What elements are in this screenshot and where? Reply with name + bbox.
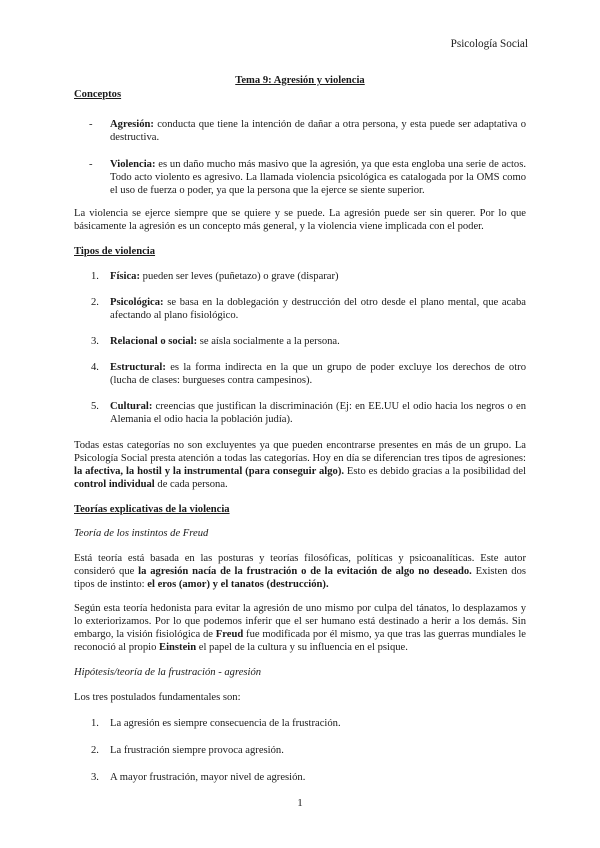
bold-text: control individual — [74, 479, 155, 490]
bold-text: el eros (amor) y el tanatos (destrucción). — [147, 579, 329, 590]
paragraph-text: de cada persona. — [154, 479, 228, 490]
list-text: A mayor frustración, mayor nivel de agresión. — [110, 772, 306, 783]
document-title: Tema 9: Agresión y violencia — [235, 75, 365, 86]
definition-text: creencias que justifican la discriminación (Ej: en EE.UU el odio hacia los negros o en Alemania el odio hacia la población judía). — [110, 401, 526, 425]
list-item — [74, 400, 526, 426]
paragraph: Los tres postulados fundamentales son: — [74, 692, 241, 703]
term-label: Violencia: — [110, 159, 156, 170]
list-item — [74, 744, 526, 757]
term-label: Física: — [110, 271, 141, 282]
section-heading-tipos: Tipos de violencia — [74, 246, 156, 257]
list-item — [74, 771, 526, 784]
list-item — [74, 717, 526, 730]
paragraph-text: Está teoría está basada en las posturas y teorías filosóficas, políticas y psicoanalíticas. Este autor consideró que — [74, 553, 526, 577]
list-number: 1. — [91, 271, 99, 282]
list-number: 2. — [91, 745, 99, 756]
term-label: Psicológica: — [110, 297, 164, 308]
page-header: Psicología Social — [450, 38, 528, 50]
definition-text: se basa en la doblegación y destrucción del otro desde el plano mental, que acaba afectando al plano fisiológico. — [110, 297, 526, 321]
term-label: Cultural: — [110, 401, 153, 412]
list-text: La frustración siempre provoca agresión. — [110, 745, 284, 756]
list-item — [74, 118, 526, 144]
paragraph-text: Existen dos tipos de instinto: — [74, 566, 527, 590]
section-heading-teorias: Teorías explicativas de la violencia — [74, 504, 230, 515]
definition-text: conducta que tiene la intención de dañar a otra persona, y esta puede ser adaptativa o destructiva. — [110, 119, 526, 143]
page-content — [74, 74, 526, 784]
subsection-heading-freud: Teoría de los instintos de Freud — [74, 528, 209, 539]
paragraph-text: Según esta teoría hedonista para evitar la agresión de uno mismo por culpa del tánatos, lo desplazamos y lo exteriorizamos. Por lo que podemos inferir que el ser humano está destinado a herir a los demás. Sin embargo, la visión fisiológica de — [74, 603, 526, 640]
term-label: Agresión: — [110, 119, 154, 130]
paragraph-text: fue modificada por él mismo, ya que tras las guerras mundiales le reconoció al propio — [74, 629, 526, 653]
dash-bullet: - — [89, 159, 93, 170]
bold-text: Freud — [215, 629, 244, 640]
paragraph — [74, 439, 526, 491]
bold-text: la agresión nacía de la frustración o de la evitación de algo no deseado. — [138, 566, 472, 577]
list-number: 2. — [91, 297, 99, 308]
paragraph-text: el papel de la cultura y su influencia en el psique. — [196, 642, 408, 653]
list-number: 3. — [91, 772, 99, 783]
dash-bullet: - — [89, 119, 93, 130]
paragraph-text: Esto es debido gracias a la posibilidad del — [344, 466, 526, 477]
definition-text: se aísla socialmente a la persona. — [197, 336, 340, 347]
list-number: 4. — [91, 362, 99, 373]
definition-text: es un daño mucho más masivo que la agresión, ya que esta engloba una serie de actos. Todo acto violento es agresivo. La llamada violencia psicológica es catalogada por la OMS como el uso de fuerza o poder, ya que la persona que la ejerce se siente superior. — [110, 159, 526, 196]
list-number: 3. — [91, 336, 99, 347]
term-label: Estructural: — [110, 362, 166, 373]
subsection-heading-frustracion: Hipótesis/teoría de la frustración - agresión — [74, 667, 262, 678]
list-item — [74, 361, 526, 387]
section-heading-conceptos: Conceptos — [74, 89, 122, 100]
paragraph: La violencia se ejerce siempre que se quiere y se puede. La agresión puede ser sin querer. Por lo que básicamente la agresión es un concepto más general, y la violencia viene implicada con el poder. — [74, 208, 526, 232]
list-number: 1. — [91, 718, 99, 729]
bold-text: la afectiva, la hostil y la instrumental (para conseguir algo). — [74, 466, 345, 477]
definition-text: es la forma indirecta en la que un grupo de poder excluye los derechos de otro (lucha de clases: burgueses contra campesinos). — [110, 362, 526, 386]
list-item — [74, 296, 526, 322]
bold-text: Einstein — [159, 642, 197, 653]
list-number: 5. — [91, 401, 99, 412]
page-number: 1 — [297, 797, 303, 809]
paragraph — [74, 602, 526, 654]
list-text: La agresión es siempre consecuencia de la frustración. — [110, 718, 341, 729]
list-item — [74, 158, 526, 197]
paragraph — [74, 552, 526, 591]
paragraph-text: Todas estas categorías no son excluyentes ya que pueden encontrarse presentes en más de un grupo. La Psicología Social presta atención a todas las categorías. Hoy en día se diferencian tres tipos de agresiones: — [74, 440, 526, 464]
list-item — [74, 270, 526, 283]
definition-text: pueden ser leves (puñetazo) o grave (disparar) — [140, 271, 339, 282]
list-item — [74, 335, 526, 348]
term-label: Relacional o social: — [110, 336, 198, 347]
